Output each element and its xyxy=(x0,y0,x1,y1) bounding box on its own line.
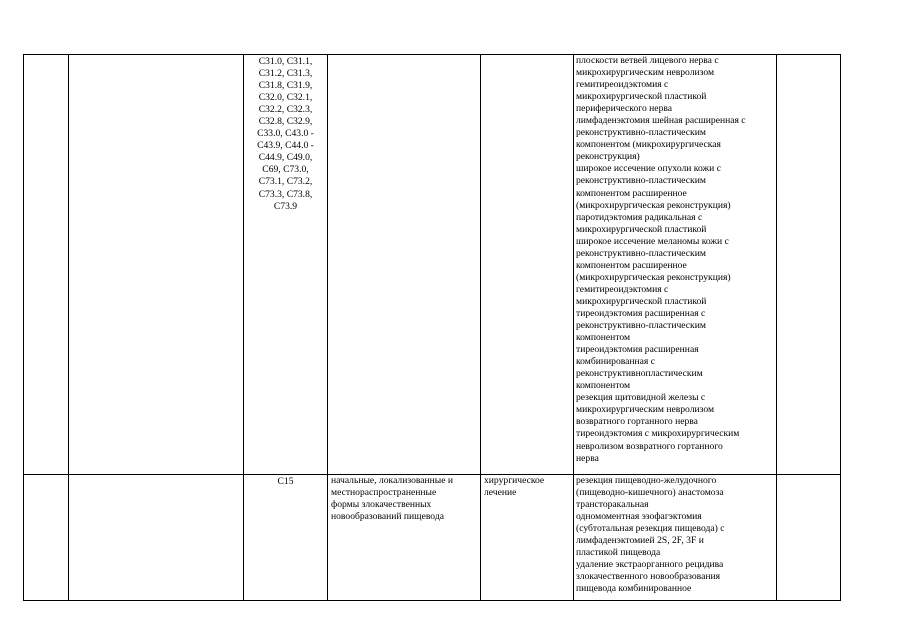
procedure-line: (субтотальная резекция пищевода) с xyxy=(576,523,725,535)
cell-procedures xyxy=(574,55,777,475)
cell-icd-code xyxy=(244,475,328,601)
procedure-line: пищевода комбинированное xyxy=(576,583,692,595)
procedure-line: микрохирургическим невролизом xyxy=(576,404,715,416)
procedure-line: компонентом xyxy=(576,332,631,344)
icd-code-line: C31.8, C31.9, xyxy=(258,80,313,92)
icd-code-line: C69, C73.0, xyxy=(262,164,309,176)
icd-code-line: C44.9, C49.0, xyxy=(258,152,313,164)
procedure-line: компонентом расширенное xyxy=(576,187,687,199)
procedure-line: удаление экстраорганного рецидива xyxy=(576,559,724,571)
procedure-line: трансторакальная xyxy=(576,499,649,511)
icd-code-text: C15 xyxy=(277,476,294,487)
icd-code-line: C43.9, C44.0 - xyxy=(257,140,314,152)
procedure-line: тиреоидэктомия расширенная xyxy=(576,344,699,356)
cell-norm xyxy=(777,475,841,601)
cell-procedures xyxy=(574,475,777,601)
procedure-line: одномоментная эзофагэктомия xyxy=(576,511,702,523)
procedure-line: тиреоидэктомия расширенная с xyxy=(576,307,706,319)
table-row xyxy=(24,55,841,475)
procedure-line: микрохирургическим невролизом xyxy=(576,67,715,79)
icd-code-line: C32.0, C32.1, xyxy=(258,92,313,104)
procedure-line: реконструкция) xyxy=(576,151,640,163)
treatment-type-line: хирургическое xyxy=(484,475,545,486)
procedure-line: компонентом xyxy=(576,380,631,392)
model-description-line: новообразований пищевода xyxy=(331,511,444,523)
table-row xyxy=(24,475,841,601)
model-description-line: формы злокачественных xyxy=(331,499,432,511)
procedure-line: лимфаденэктомией 2S, 2F, 3F и xyxy=(576,535,704,547)
procedure-line: реконструктивнопластическим xyxy=(576,368,703,380)
icd-code-line: C73.9 xyxy=(273,200,298,212)
cell-treatment-type xyxy=(481,55,574,475)
cell-profile xyxy=(69,475,244,601)
icd-code-line: C32.2, C32.3, xyxy=(258,104,313,116)
procedure-line: невролизом возвратного гортанного xyxy=(576,440,723,452)
icd-code-line: C31.0, C31.1, xyxy=(258,56,313,67)
procedure-line: реконструктивно-пластическим xyxy=(576,320,706,332)
cell-norm xyxy=(777,55,841,475)
procedure-line: гемитиреоидэктомия с xyxy=(576,283,669,295)
procedure-line: пластикой пищевода xyxy=(576,547,661,559)
procedure-line: (микрохирургическая реконструкция) xyxy=(576,199,731,211)
procedure-line: нерва xyxy=(576,452,599,464)
procedure-line: компонентом расширенное xyxy=(576,259,687,271)
procedure-line: резекция щитовидной железы с xyxy=(576,392,706,404)
icd-code-line: C31.2, C31.3, xyxy=(258,68,313,80)
icd-code-line: C73.3, C73.8, xyxy=(258,188,313,200)
model-description-line: местнораспространенные xyxy=(331,487,437,499)
cell-icd-codes xyxy=(244,55,328,475)
procedure-line: гемитиреоидэктомия с xyxy=(576,79,669,91)
cell-model xyxy=(328,475,481,601)
procedures-table xyxy=(23,54,841,601)
cell-model xyxy=(328,55,481,475)
procedure-line: плоскости ветвей лицевого нерва с xyxy=(576,55,719,66)
procedure-line: возвратного гортанного нерва xyxy=(576,416,698,428)
procedure-line: микрохирургической пластикой xyxy=(576,223,707,235)
treatment-type-line: лечение xyxy=(484,487,517,499)
procedure-line: резекция пищеводно-желудочного xyxy=(576,475,717,486)
cell-treatment-type xyxy=(481,475,574,601)
procedure-line: периферического нерва xyxy=(576,103,673,115)
cell-profile xyxy=(69,55,244,475)
procedure-line: злокачественного новообразования xyxy=(576,571,721,583)
icd-code-line: C33.0, C43.0 - xyxy=(257,128,314,140)
procedure-line: компонентом (микрохирургическая xyxy=(576,139,721,151)
procedure-line: (пищеводно-кишечного) анастомоза xyxy=(576,487,724,499)
icd-code-line: C73.1, C73.2, xyxy=(258,176,313,188)
procedure-line: микрохирургической пластикой xyxy=(576,295,707,307)
procedure-line: (микрохирургическая реконструкция) xyxy=(576,271,731,283)
procedure-line: микрохирургической пластикой xyxy=(576,91,707,103)
procedure-line: реконструктивно-пластическим xyxy=(576,127,706,139)
model-description-line: начальные, локализованные и xyxy=(331,475,454,486)
cell-number xyxy=(24,475,69,601)
procedure-line: реконструктивно-пластическим xyxy=(576,175,706,187)
cell-number xyxy=(24,55,69,475)
procedure-line: тиреоидэктомия с микрохирургическим xyxy=(576,428,740,440)
procedure-line: паротидэктомия радикальная с xyxy=(576,211,703,223)
procedure-line: комбинированная с xyxy=(576,356,655,368)
procedure-line: широкое иссечение меланомы кожи с xyxy=(576,235,729,247)
procedure-line: реконструктивно-пластическим xyxy=(576,247,706,259)
icd-code-line: C32.8, C32.9, xyxy=(258,116,313,128)
procedure-line: широкое иссечение опухоли кожи с xyxy=(576,163,721,175)
procedure-line: лимфаденэктомия шейная расширенная с xyxy=(576,115,746,127)
